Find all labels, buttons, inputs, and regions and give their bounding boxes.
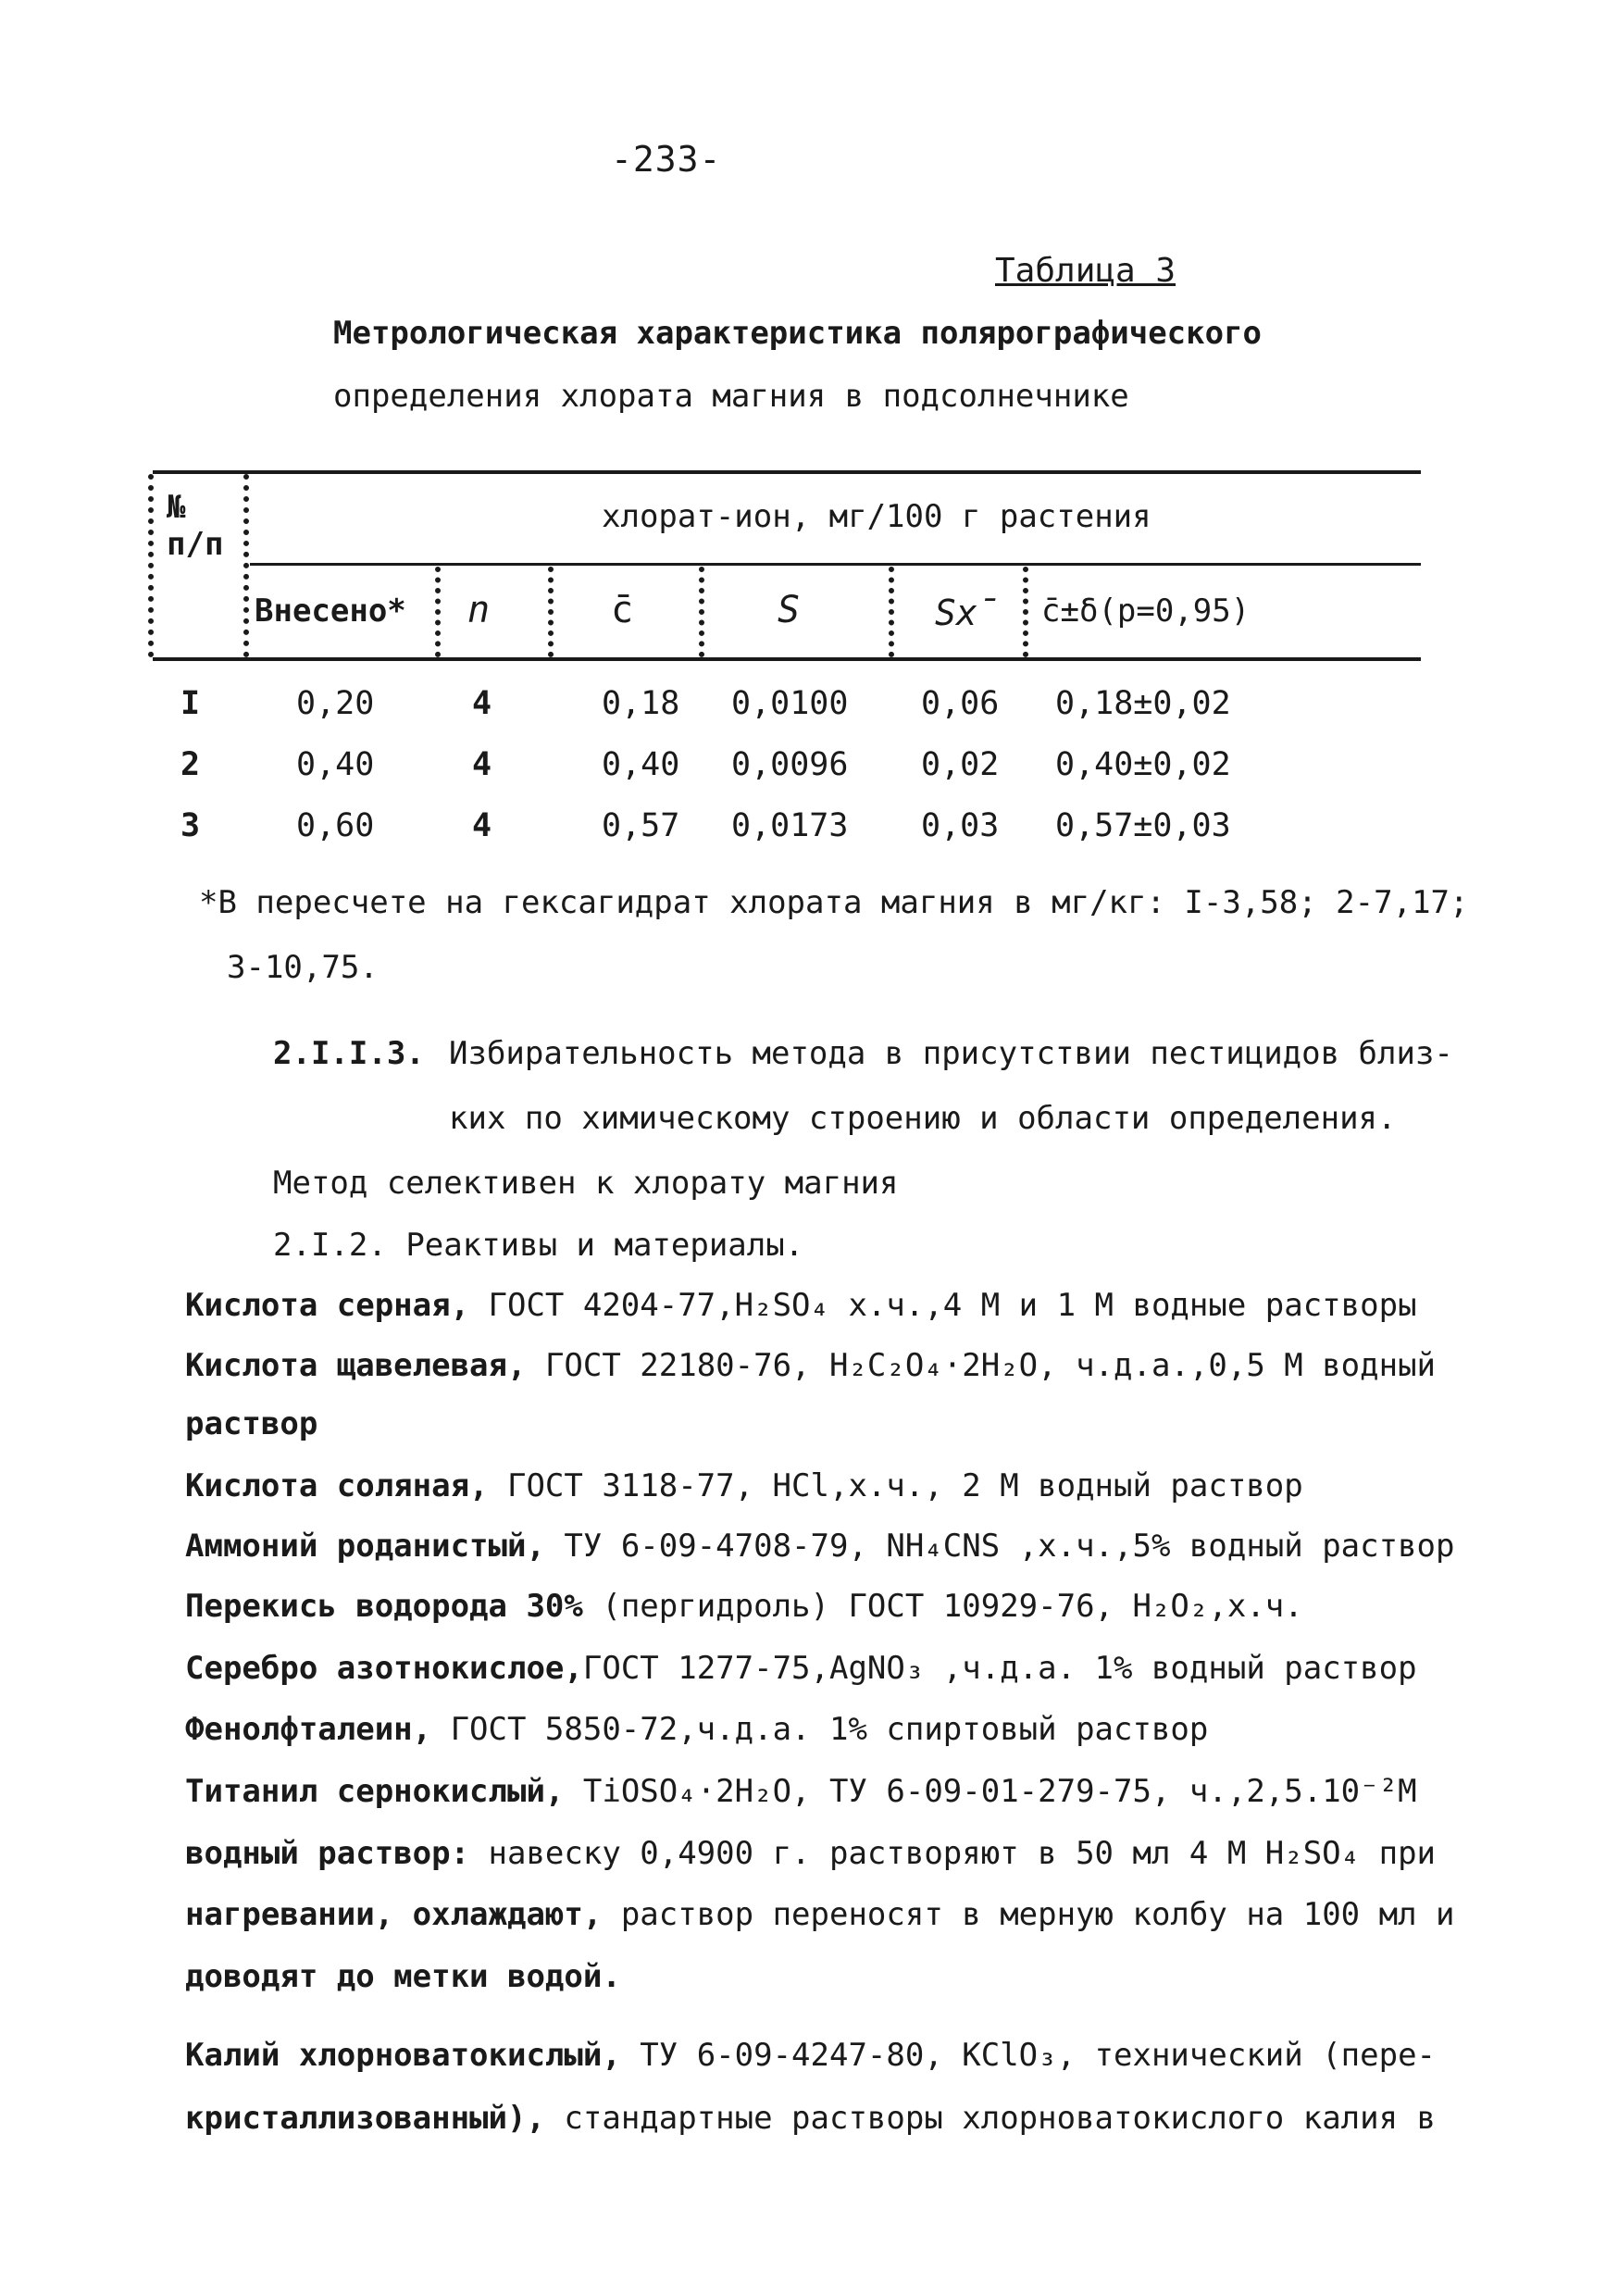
cell-added: 0,60	[296, 807, 375, 844]
reagent-name: кристаллизованный),	[185, 2100, 545, 2137]
cell-ci: 0,40±0,02	[1055, 746, 1231, 783]
reagent-name: Серебро азотнокислое,	[185, 1650, 583, 1687]
cell-sx: 0,02	[921, 746, 1000, 783]
reagent-details: навеску 0,4900 г. растворяют в 50 мл 4 М H₂SO₄ при	[469, 1835, 1437, 1872]
reagent-details: ГОСТ 5850-72,ч.д.а. 1% спиртовый раствор	[431, 1711, 1209, 1748]
reagent-line	[185, 2037, 1436, 2074]
table-top-rule	[153, 470, 1421, 474]
cell-n: 4	[472, 685, 492, 722]
header-sx: Sx̄	[935, 593, 999, 633]
section-2113-line-2: ких по химическому строению и области определения.	[449, 1100, 1397, 1137]
table-left-border	[148, 474, 154, 657]
reagent-name: Аммоний роданистый,	[185, 1528, 545, 1565]
reagent-details: стандартные растворы хлорноватокислого калия в	[544, 2100, 1437, 2137]
reagent-line	[185, 1835, 1436, 1872]
reagent-details: (пергидроль) ГОСТ 10929-76, H₂O₂,х.ч.	[582, 1588, 1303, 1625]
section-212-heading	[273, 1227, 803, 1264]
col-divider-sx	[889, 567, 894, 657]
col-divider-c	[548, 567, 554, 657]
cell-sx: 0,06	[921, 685, 1000, 722]
header-n: n	[467, 589, 491, 631]
reagent-name: раствор	[185, 1405, 318, 1442]
reagent-line	[185, 1588, 1303, 1625]
table-label	[995, 252, 1176, 290]
reagent-details: ГОСТ 22180-76, H₂C₂O₄·2H₂O, ч.д.а.,0,5 М водный	[526, 1347, 1437, 1384]
table-title-line-1: Метрологическая характеристика полярографического	[333, 315, 1263, 352]
reagent-line	[185, 1467, 1303, 1504]
header-added: Внесено*	[255, 593, 406, 630]
section-2113-line-3: Метод селективен к хлорату магния	[273, 1165, 899, 1202]
table-header-bottom-rule	[153, 657, 1421, 661]
reagent-line	[185, 1528, 1454, 1565]
cell-s: 0,0173	[731, 807, 849, 844]
reagent-details: TiOSO₄·2H₂O, ТУ 6-09-01-279-75, ч.,2,5.10⁻²М	[564, 1773, 1417, 1810]
table-footnote-line-2: 3-10,75.	[227, 949, 379, 986]
reagent-name: Кислота соляная,	[185, 1467, 489, 1504]
reagent-name: нагревании, охлаждают,	[185, 1896, 603, 1933]
reagent-line	[185, 1347, 1436, 1384]
cell-rownum: 2	[180, 746, 201, 783]
header-c-mean: c̄	[611, 589, 634, 631]
cell-n: 4	[472, 746, 492, 783]
cell-sx: 0,03	[921, 807, 1000, 844]
reagent-line	[185, 1650, 1417, 1687]
reagent-details: раствор переносят в мерную колбу на 100 мл и	[602, 1896, 1455, 1933]
reagent-line	[185, 1896, 1454, 1933]
reagent-details: ТУ 6-09-4708-79, NH₄CNS ,х.ч.,5% водный раствор	[544, 1528, 1455, 1565]
section-212-number: 2.I.2.	[273, 1227, 387, 1264]
reagent-line	[185, 1711, 1208, 1748]
reagent-line	[185, 1958, 621, 1995]
table-mid-rule	[250, 563, 1421, 566]
cell-n: 4	[472, 807, 492, 844]
header-s: S	[778, 589, 801, 631]
header-rownum-label: п/п	[167, 526, 224, 563]
reagent-line	[185, 1773, 1417, 1810]
reagent-details: ТУ 6-09-4247-80, KClO₃, технический (пере-	[620, 2037, 1437, 2074]
reagent-name: водный раствор:	[185, 1835, 470, 1872]
col-divider-n	[435, 567, 441, 657]
reagent-line	[185, 1405, 317, 1442]
cell-s: 0,0100	[731, 685, 849, 722]
reagent-details: ГОСТ 4204-77,H₂SO₄ х.ч.,4 М и 1 М водные растворы	[469, 1287, 1417, 1324]
table-label-text: Таблица 3	[995, 252, 1176, 290]
reagent-name: Калий хлорноватокислый,	[185, 2037, 621, 2074]
reagent-line	[185, 2100, 1436, 2137]
reagent-name: Фенолфталеин,	[185, 1711, 432, 1748]
col-divider-ci	[1023, 567, 1028, 657]
reagent-name: доводят до метки водой.	[185, 1958, 621, 1995]
cell-ci: 0,57±0,03	[1055, 807, 1231, 844]
reagent-name: Перекись водорода 30%	[185, 1588, 583, 1625]
reagent-line	[185, 1287, 1417, 1324]
col-divider-s	[699, 567, 704, 657]
reagent-details: ГОСТ 1277-75,AgNO₃ ,ч.д.а. 1% водный раствор	[582, 1650, 1417, 1687]
table-footnote-line-1: *В пересчете на гексагидрат хлората магния в мг/кг: I-3,58; 2-7,17;	[199, 884, 1469, 921]
cell-ci: 0,18±0,02	[1055, 685, 1231, 722]
table-title-line-2: определения хлората магния в подсолнечнике	[333, 378, 1129, 415]
cell-c: 0,18	[602, 685, 680, 722]
cell-added: 0,40	[296, 746, 375, 783]
header-rownum-symbol: №	[167, 489, 186, 526]
section-212-title: Реактивы и материалы.	[405, 1227, 804, 1264]
cell-rownum: 3	[180, 807, 201, 844]
reagent-name: Кислота щавелевая,	[185, 1347, 527, 1384]
cell-added: 0,20	[296, 685, 375, 722]
section-2113-number: 2.I.I.3.	[273, 1035, 425, 1072]
reagent-name: Кислота серная,	[185, 1287, 470, 1324]
page-number: -233-	[611, 139, 722, 180]
col-divider-rownum	[243, 474, 249, 657]
header-group: хлорат-ион, мг/100 г растения	[602, 498, 1151, 535]
cell-rownum: I	[180, 685, 201, 722]
reagent-name: Титанил сернокислый,	[185, 1773, 565, 1810]
reagent-details: ГОСТ 3118-77, HCl,х.ч., 2 М водный раствор	[488, 1467, 1303, 1504]
cell-s: 0,0096	[731, 746, 849, 783]
header-confidence: c̄±δ(p=0,95)	[1041, 593, 1251, 630]
section-2113-line-1: Избирательность метода в присутствии пестицидов близ-	[449, 1035, 1453, 1072]
cell-c: 0,40	[602, 746, 680, 783]
cell-c: 0,57	[602, 807, 680, 844]
